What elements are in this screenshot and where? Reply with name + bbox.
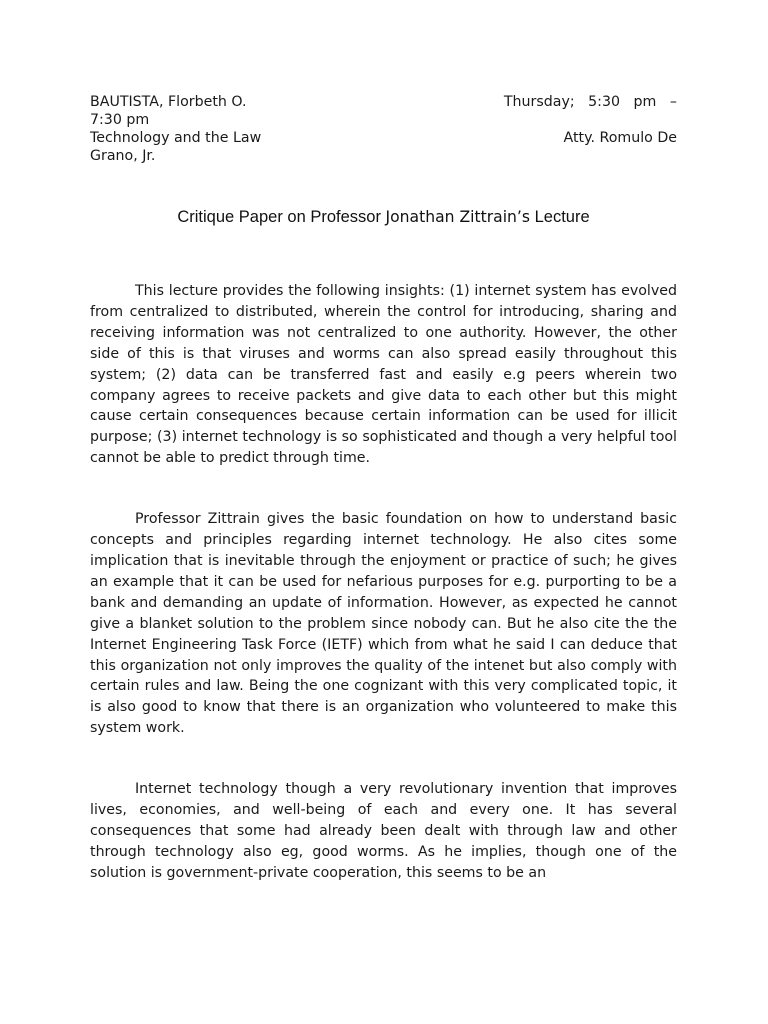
author-name: BAUTISTA, Florbeth O. xyxy=(90,94,247,110)
class-schedule-end: 7:30 pm xyxy=(90,112,150,128)
instructor-name-end: Grano, Jr. xyxy=(90,148,156,164)
header-line-2 xyxy=(90,129,677,147)
paragraph-3: Internet technology though a very revolutionary invention that improves lives, economies, and well-being of each and every one. It has several consequences that some had already been dealt with through law and other through technology also eg, good worms. As he implies, though one of the solution is government-private cooperation, this seems to be an xyxy=(90,781,677,881)
paragraph-2: Professor Zittrain gives the basic foundation on how to understand basic concepts and principles regarding internet technology. He also cites some implication that is inevitable through the enjoyment or practice of such; he gives an example that it can be used for nefarious purposes for e.g. purporting to be a bank and demanding an update of information. However, as expected he cannot give a blanket solution to the problem since nobody can. But he also cite the the Internet Engineering Task Force (IETF) which from what he said I can deduce that this organization not only improves the quality of the intenet but also comply with certain rules and law. Being the one cognizant with this very complicated topic, it is also good to know that there is an organization who volunteered to make this system work. xyxy=(90,511,677,737)
class-schedule: Thursday; 5:30 pm – xyxy=(503,94,677,110)
title-prefix: Critique Paper on Professor xyxy=(177,208,386,226)
document-page xyxy=(90,93,677,884)
title-suffix: Lecture xyxy=(530,208,590,226)
instructor-name: Atty. Romulo De xyxy=(563,130,677,146)
course-name: Technology and the Law xyxy=(90,130,262,146)
header-line-1 xyxy=(90,93,677,111)
title-name: Jonathan Zittrain’s xyxy=(385,208,531,226)
document-title xyxy=(90,205,677,229)
paragraph-1: This lecture provides the following insights: (1) internet system has evolved from centralized to distributed, wherein the control for introducing, sharing and receiving information was not centralized to one authority. However, the other side of this is that viruses and worms can also spread easily throughout this system; (2) data can be transferred fast and easily e.g peers wherein two company agrees to receive packets and give data to each other but this might cause certain consequences because certain information can be used for illicit purpose; (3) internet technology is so sophisticated and though a very helpful tool cannot be able to predict through time. xyxy=(90,283,677,467)
